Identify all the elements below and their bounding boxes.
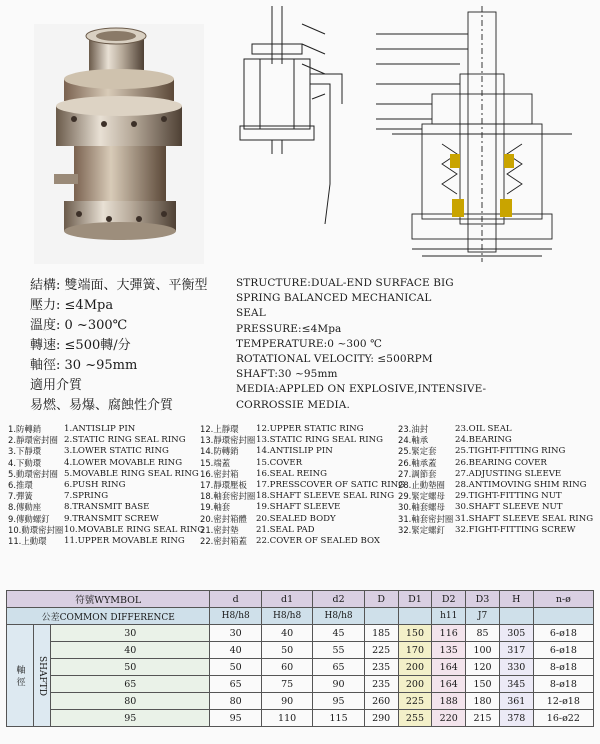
spec-media-label: 適用介質 xyxy=(30,378,83,393)
table-cell: 40 xyxy=(210,642,261,659)
table-cell: 164 xyxy=(432,676,466,693)
table-cell: 40 xyxy=(261,625,312,642)
part-item: 30.軸套螺母 xyxy=(398,502,445,513)
part-item: 5.MOVABLE RING SEAL RING xyxy=(64,468,199,479)
part-item: 2.靜環密封圈 xyxy=(8,435,58,446)
part-item: 10.MOVABLE RING SEAL RING xyxy=(64,524,205,535)
table-cell: 50 xyxy=(261,642,312,659)
spec-speed: 轉速: ≤500轉/分 xyxy=(30,338,131,353)
spec-shaft: 軸徑: 30 ~95mm xyxy=(30,358,138,373)
tolerance-cell: J7 xyxy=(466,608,500,625)
table-cell: 185 xyxy=(364,625,398,642)
spec-en-line: MEDIA:APPLED ON EXPLOSIVE,INTENSIVE- xyxy=(236,383,487,396)
part-item: 16.SEAL REING xyxy=(256,468,327,479)
part-item: 8.TRANSMIT BASE xyxy=(64,502,150,513)
part-item: 5.動環密封圈 xyxy=(8,468,58,479)
part-item: 20.SEALED BODY xyxy=(256,513,336,524)
part-item: 23.OIL SEAL xyxy=(455,424,512,434)
table-cell: 45 xyxy=(313,625,364,642)
table-cell: 16-ø22 xyxy=(533,710,593,727)
table-cell: 55 xyxy=(313,642,364,659)
table-cell: 150 xyxy=(466,676,500,693)
shaft-size-cell: 30 xyxy=(51,625,210,642)
part-item: 9.傳動螺釘 xyxy=(8,513,50,524)
col-header: n-ø xyxy=(533,591,593,608)
table-cell: 235 xyxy=(364,659,398,676)
tolerance-row xyxy=(7,608,594,625)
table-row xyxy=(7,710,594,727)
part-item: 6.PUSH RING xyxy=(64,479,126,490)
table-header-row xyxy=(7,591,594,608)
parts-list-cn-3 xyxy=(398,424,453,536)
col-header: D3 xyxy=(466,591,500,608)
cross-section-drawing xyxy=(372,4,594,266)
col-header: D1 xyxy=(398,591,432,608)
part-item: 7.彈簧 xyxy=(8,491,33,502)
spec-en-line: SHAFT:30 ~95mm xyxy=(236,368,338,381)
part-item: 24.BEARING xyxy=(455,435,512,446)
part-item: 14.防轉銷 xyxy=(200,446,239,457)
part-item: 23.油封 xyxy=(398,424,429,434)
col-header: d xyxy=(210,591,261,608)
tolerance-cell: H8/h8 xyxy=(261,608,312,625)
part-item: 3.LOWER STATIC RING xyxy=(64,446,169,457)
part-item: 13.STATIC RING SEAL RING xyxy=(256,435,384,446)
table-cell: 188 xyxy=(432,693,466,710)
shaft-size-cell: 65 xyxy=(51,676,210,693)
part-item: 11.UPPER MOVABLE RING xyxy=(64,535,185,546)
col-header: H xyxy=(499,591,533,608)
cooling-schematic-drawing xyxy=(230,4,355,229)
part-item: 26.軸承蓋 xyxy=(398,457,437,468)
spec-en-line: CORROSSIE MEDIA. xyxy=(236,398,350,411)
table-cell: 330 xyxy=(499,659,533,676)
spec-en-line: ROTATIONAL VELOCITY: ≤500RPM xyxy=(236,353,433,366)
table-cell: 235 xyxy=(364,676,398,693)
part-item: 15.端蓋 xyxy=(200,457,231,468)
part-item: 29.TIGHT-FITTING NUT xyxy=(455,491,562,502)
table-cell: 90 xyxy=(313,676,364,693)
part-item: 1.防轉銷 xyxy=(8,424,42,434)
table-cell: 317 xyxy=(499,642,533,659)
specs-chinese xyxy=(30,276,230,416)
tolerance-cell xyxy=(533,608,593,625)
col-header: D xyxy=(364,591,398,608)
part-item: 16.密封箱 xyxy=(200,468,239,479)
spec-en-line: PRESSURE:≤4Mpa xyxy=(236,322,342,335)
part-item: 31.SHAFT SLEEVE SEAL RING xyxy=(455,513,594,524)
tolerance-label: 公差COMMON DIFFERENCE xyxy=(7,608,210,625)
tolerance-cell: H8/h8 xyxy=(210,608,261,625)
dimension-table xyxy=(6,590,594,727)
part-item: 29.緊定螺母 xyxy=(398,491,445,502)
table-cell: 225 xyxy=(364,642,398,659)
spec-en-line: STRUCTURE:DUAL-END SURFACE BIG xyxy=(236,277,454,289)
table-cell: 12-ø18 xyxy=(533,693,593,710)
table-cell: 60 xyxy=(261,659,312,676)
table-cell: 100 xyxy=(466,642,500,659)
table-cell: 225 xyxy=(398,693,432,710)
table-cell: 116 xyxy=(432,625,466,642)
part-item: 17.PRESSCOVER OF SATIC RING xyxy=(256,479,406,490)
table-cell: 30 xyxy=(210,625,261,642)
table-row xyxy=(7,642,594,659)
spec-en-line: TEMPERATURE:0 ~300 ℃ xyxy=(236,337,382,350)
part-item: 8.傳動座 xyxy=(8,502,42,513)
table-cell: 135 xyxy=(432,642,466,659)
part-item: 15.COVER xyxy=(256,457,303,468)
part-item: 13.靜環密封圈 xyxy=(200,435,256,446)
table-cell: 8-ø18 xyxy=(533,676,593,693)
part-item: 32.FIGHT-FITTING SCREW xyxy=(455,524,576,535)
table-cell: 200 xyxy=(398,676,432,693)
part-item: 12.上靜環 xyxy=(200,424,239,434)
table-row xyxy=(7,659,594,676)
table-row xyxy=(7,676,594,693)
part-item: 17.靜環壓板 xyxy=(200,479,247,490)
table-cell: 85 xyxy=(466,625,500,642)
part-item: 31.軸套密封圈 xyxy=(398,513,454,524)
model-label: 符號WYMBOL xyxy=(7,591,210,608)
parts-list-cn-1 xyxy=(8,424,63,547)
table-cell: 110 xyxy=(261,710,312,727)
specs-english xyxy=(236,276,596,413)
tolerance-cell xyxy=(364,608,398,625)
part-item: 18.軸套密封圈 xyxy=(200,491,256,502)
parts-list-en-2 xyxy=(256,424,405,547)
spec-en-line: SPRING BALANCED MECHANICAL xyxy=(236,292,432,305)
table-cell: 6-ø18 xyxy=(533,625,593,642)
part-item: 2.STATIC RING SEAL RING xyxy=(64,435,186,446)
col-header: d1 xyxy=(261,591,312,608)
table-cell: 50 xyxy=(210,659,261,676)
shaft-size-cell: 50 xyxy=(51,659,210,676)
table-cell: 6-ø18 xyxy=(533,642,593,659)
part-item: 12.UPPER STATIC RING xyxy=(256,424,364,434)
parts-list-en-3 xyxy=(455,424,593,536)
table-cell: 75 xyxy=(261,676,312,693)
shaft-size-cell: 80 xyxy=(51,693,210,710)
table-cell: 115 xyxy=(313,710,364,727)
part-item: 21.SEAL PAD xyxy=(256,524,315,535)
table-row xyxy=(7,625,594,642)
part-item: 1.ANTISLIP PIN xyxy=(64,424,136,434)
part-item: 28.止動墊圈 xyxy=(398,479,445,490)
table-cell: 90 xyxy=(261,693,312,710)
spec-en-line: SEAL xyxy=(236,307,266,320)
part-item: 14.ANTISLIP PIN xyxy=(256,446,333,457)
table-cell: 215 xyxy=(466,710,500,727)
table-cell: 290 xyxy=(364,710,398,727)
table-cell: 170 xyxy=(398,642,432,659)
tolerance-cell xyxy=(499,608,533,625)
part-item: 11.上動環 xyxy=(8,535,47,546)
table-cell: 80 xyxy=(210,693,261,710)
table-cell: 120 xyxy=(466,659,500,676)
table-cell: 180 xyxy=(466,693,500,710)
part-item: 27.調節套 xyxy=(398,468,437,479)
part-item: 25.緊定套 xyxy=(398,446,437,457)
table-cell: 220 xyxy=(432,710,466,727)
part-item: 9.TRANSMIT SCREW xyxy=(64,513,159,524)
part-item: 18.SHAFT SLEEVE SEAL RING xyxy=(256,491,395,502)
table-cell: 95 xyxy=(210,710,261,727)
shaft-size-cell: 95 xyxy=(51,710,210,727)
part-item: 6.推環 xyxy=(8,479,33,490)
spec-structure: 結構: 雙端面、大彈簧、平衡型 xyxy=(30,278,208,293)
part-item: 4.下動環 xyxy=(8,457,42,468)
table-cell: 345 xyxy=(499,676,533,693)
shaft-size-cell: 40 xyxy=(51,642,210,659)
parts-list-en-1 xyxy=(64,424,204,547)
shaft-label-en: SHAFTD xyxy=(34,625,51,727)
table-cell: 200 xyxy=(398,659,432,676)
part-item: 22.密封箱蓋 xyxy=(200,535,247,546)
tolerance-cell: H8/h8 xyxy=(313,608,364,625)
table-cell: 65 xyxy=(313,659,364,676)
table-cell: 150 xyxy=(398,625,432,642)
table-cell: 305 xyxy=(499,625,533,642)
part-item: 24.軸承 xyxy=(398,435,429,446)
part-item: 27.ADJUSTING SLEEVE xyxy=(455,468,562,479)
part-item: 30.SHAFT SLEEVE NUT xyxy=(455,502,563,513)
table-cell: 255 xyxy=(398,710,432,727)
shaft-label-cn: 軸 徑 xyxy=(7,625,34,727)
part-item: 26.BEARING COVER xyxy=(455,457,547,468)
spec-media: 易燃、易爆、腐蝕性介質 xyxy=(30,398,174,413)
tolerance-cell: h11 xyxy=(432,608,466,625)
part-item: 7.SPRING xyxy=(64,491,109,502)
product-photo xyxy=(34,24,204,264)
table-cell: 361 xyxy=(499,693,533,710)
col-header: D2 xyxy=(432,591,466,608)
part-item: 19.SHAFT SLEEVE xyxy=(256,502,341,513)
table-cell: 164 xyxy=(432,659,466,676)
part-item: 25.TIGHT-FITTING RING xyxy=(455,446,566,457)
spec-pressure: 壓力: ≤4Mpa xyxy=(30,298,114,313)
table-cell: 260 xyxy=(364,693,398,710)
col-header: d2 xyxy=(313,591,364,608)
table-row xyxy=(7,693,594,710)
part-item: 10.動環密封圈 xyxy=(8,524,64,535)
part-item: 21.密封墊 xyxy=(200,524,239,535)
table-cell: 95 xyxy=(313,693,364,710)
parts-list-cn-2 xyxy=(200,424,255,547)
part-item: 4.LOWER MOVABLE RING xyxy=(64,457,183,468)
part-item: 22.COVER OF SEALED BOX xyxy=(256,535,381,546)
table-cell: 65 xyxy=(210,676,261,693)
part-item: 20.密封箱體 xyxy=(200,513,247,524)
part-item: 3.下靜環 xyxy=(8,446,42,457)
table-cell: 378 xyxy=(499,710,533,727)
spec-temperature: 溫度: 0 ~300℃ xyxy=(30,318,128,333)
part-item: 32.緊定螺釘 xyxy=(398,524,445,535)
part-item: 19.軸套 xyxy=(200,502,231,513)
table-cell: 8-ø18 xyxy=(533,659,593,676)
part-item: 28.ANTIMOVING SHIM RING xyxy=(455,479,587,490)
tolerance-cell xyxy=(398,608,432,625)
